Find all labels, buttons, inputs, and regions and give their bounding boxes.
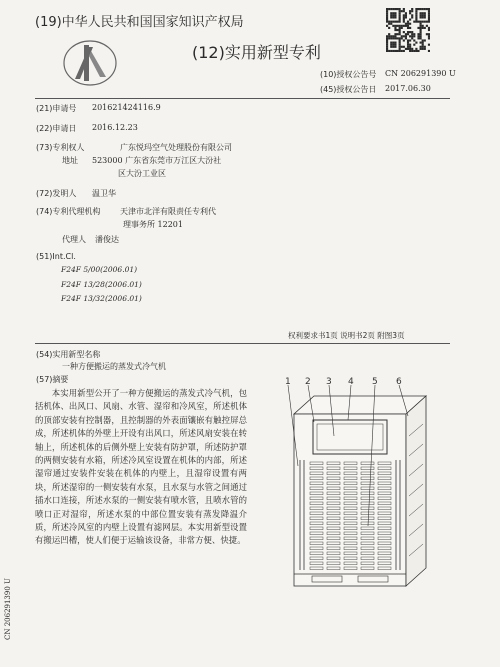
address-label: 地址: [62, 156, 78, 165]
figure-label: 5: [372, 377, 378, 387]
agent: 潘俊达: [95, 235, 119, 244]
biblio-rule: [35, 343, 450, 344]
abstract-text: [35, 387, 247, 548]
app-date-label: (22)申请日: [36, 124, 77, 133]
app-date: 2016.12.23: [92, 123, 138, 132]
inventor-label: (72)发明人: [36, 189, 77, 198]
title-label: (54)实用新型名称: [36, 350, 101, 359]
app-no: 201621424116.9: [92, 103, 161, 112]
pub-no-label: (10)授权公告号: [320, 70, 377, 79]
pub-date-label: (45)授权公告日: [320, 85, 377, 94]
intcl-label: (51)Int.Cl.: [36, 252, 76, 261]
figure-label: 3: [326, 377, 332, 387]
figure-label: 1: [285, 377, 291, 387]
side-pub-no: CN 206291390 U: [4, 578, 12, 640]
inventor: 温卫华: [92, 189, 116, 198]
page-counts: 权利要求书1页 说明书2页 附图3页: [288, 331, 405, 340]
agency-line-2: 理事务所 12201: [123, 220, 183, 229]
abstract-label: (57)摘要: [36, 375, 69, 384]
figure-label: 6: [396, 377, 402, 387]
pub-no: CN 206291390 U: [385, 69, 456, 78]
document-type: (12)实用新型专利: [192, 43, 321, 62]
ipc-code: F24F 13/32(2006.01): [61, 294, 142, 303]
address-line-2: 区大汾工业区: [118, 169, 166, 178]
abstract-paragraph: 本实用新型公开了一种方便搬运的蒸发式冷气机，包括机体、出风口、风扇、水管、湿帘和冷风室，所述机体的顶部安装有控制器，且控制器的外表面镶嵌有触控屏总成，所述机体的外壁上开设有出风口，所述风扇安装在转轴上，所述机体的后侧外壁上安装有防护罩，所述防护罩的两侧安装有水箱，所述冷风室设置在机体的内部，所述湿帘通过安装件安装在机体的内壁上，且湿帘设置有两块，所述湿帘的一侧安装有水泵，且水泵与水管之间通过插水口连接，所述水泵的一侧安装有喷水管，且喷水管的喷口正对湿帘，所述水泵的中部位置安装有蒸发降温介质，所述冷风室的内壁上设置有滤网层。本实用新型设置有搬运凹槽，使人们便于运输该设备，非常方便、快捷。: [35, 388, 247, 546]
owner-label: (73)专利权人: [36, 143, 85, 152]
qr-code: [386, 8, 430, 52]
patent-figure: [268, 376, 448, 591]
agency-line-1: 天津市北洋有限责任专利代: [120, 207, 216, 216]
pub-date: 2017.06.30: [385, 84, 431, 93]
agent-label: 代理人: [62, 235, 86, 244]
figure-label: 4: [348, 377, 354, 387]
sipo-logo: [62, 39, 118, 87]
owner: 广东悦玛空气处理股份有限公司: [120, 143, 232, 152]
ipc-code: F24F 5/00(2006.01): [61, 265, 138, 274]
cooler-body: [294, 396, 426, 586]
office-name: (19)中华人民共和国国家知识产权局: [35, 15, 244, 30]
ipc-code: F24F 13/28(2006.01): [61, 280, 142, 289]
header-rule: [35, 98, 450, 99]
agency-label: (74)专利代理机构: [36, 207, 101, 216]
address-line-1: 523000 广东省东莞市万江区大汾社: [92, 156, 222, 165]
app-no-label: (21)申请号: [36, 104, 77, 113]
figure-label: 2: [305, 377, 311, 387]
utility-model-title: 一种方便搬运的蒸发式冷气机: [62, 362, 166, 371]
